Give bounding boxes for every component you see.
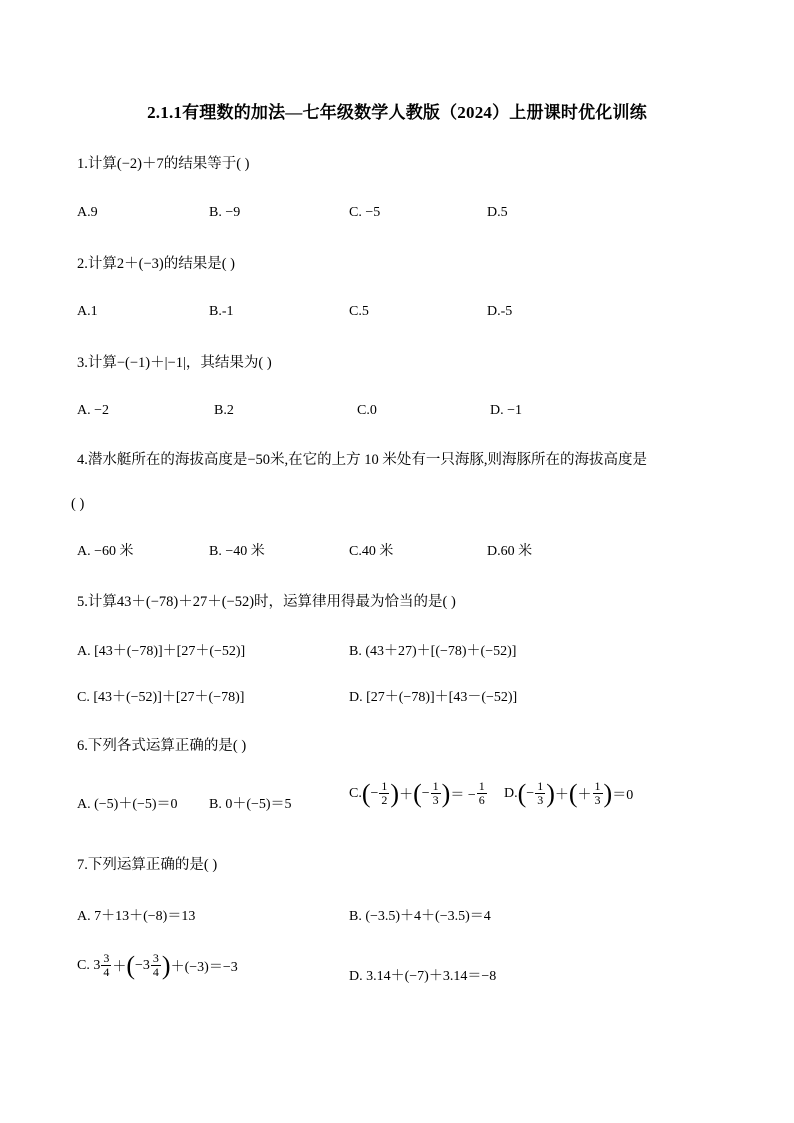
question-7-option-d: D. 3.14＋(−7)＋3.14＝−8 (349, 969, 497, 984)
paren-open: ( (361, 778, 371, 808)
fraction-one-third (535, 780, 545, 807)
question-7-option-b: B. (−3.5)＋4＋(−3.5)＝4 (349, 909, 491, 924)
question-2-option-d: D.-5 (487, 304, 513, 319)
paren-open: ( (413, 778, 422, 808)
question-5-option-b: B. (43＋27)＋[(−78)＋(−52)] (349, 644, 517, 659)
question-6-option-d-label: D. (504, 785, 518, 801)
question-3-prefix: 3.计算 (77, 355, 117, 371)
question-5-option-c: C. [43＋(−52)]＋[27＋(−78)] (77, 690, 245, 705)
question-3 (77, 351, 272, 372)
numerator: 1 (594, 779, 601, 793)
denominator: 4 (152, 965, 159, 979)
fraction-one-half (379, 780, 389, 807)
numerator: 3 (152, 951, 159, 965)
question-2 (77, 252, 235, 273)
question-7-option-a: A. 7＋13＋(−8)＝13 (77, 909, 196, 924)
denominator: 3 (537, 793, 544, 807)
paren-open: ( (568, 778, 578, 808)
question-1-option-b: B. −9 (209, 205, 241, 220)
question-3-option-d: D. −1 (490, 403, 523, 418)
question-6-option-c-label: C. (349, 785, 362, 801)
numerator: 1 (432, 779, 439, 793)
question-2-option-b: B.-1 (209, 304, 234, 319)
question-7-option-c (77, 952, 238, 979)
question-5-option-d: D. [27＋(−78)]＋[43－(−52)] (349, 690, 518, 705)
question-5-prefix: 5.计算 (77, 594, 117, 610)
equals-minus: ＝ − (450, 787, 476, 803)
question-4-line-1 (77, 448, 647, 469)
denominator: 2 (381, 793, 388, 807)
plus-sign: ＋ (577, 787, 592, 803)
fraction-three-quarters (151, 952, 161, 979)
numerator: 1 (381, 779, 388, 793)
fraction-three-quarters (101, 952, 111, 979)
minus-sign: − (370, 785, 379, 801)
minus-sign: − (421, 785, 430, 801)
question-7-option-c-label: C. 3 (77, 957, 101, 973)
fraction-one-third (593, 780, 603, 807)
plus-sign: ＋ (112, 959, 127, 975)
question-2-expression: 2＋(−3) (116, 256, 164, 272)
fraction-one-third (431, 780, 441, 807)
paren-close: ) (390, 778, 400, 808)
negative-three: −3 (135, 957, 150, 973)
paren-close: ) (161, 950, 171, 980)
question-4-option-c: C.40 米 (349, 544, 394, 559)
question-1-option-a: A.9 (77, 205, 98, 220)
question-6-option-b: B. 0＋(−5)＝5 (209, 797, 292, 812)
question-6-stem: 6.下列各式运算正确的是( ) (77, 738, 247, 754)
question-1-option-d: D.5 (487, 205, 508, 220)
question-5-expression: 43＋(−78)＋27＋(−52) (116, 594, 255, 610)
denominator: 4 (103, 965, 110, 979)
denominator: 3 (594, 793, 601, 807)
question-3-expression: −(−1)＋|−1| (116, 355, 186, 371)
question-2-option-a: A.1 (77, 304, 98, 319)
question-2-suffix: 的结果是( ) (163, 256, 236, 272)
paren-close: ) (546, 778, 555, 808)
question-3-option-b: B.2 (214, 403, 234, 418)
numerator: 1 (537, 779, 544, 793)
question-5-option-a: A. [43＋(−78)]＋[27＋(−52)] (77, 644, 246, 659)
question-1-suffix: 的结果等于( ) (163, 156, 250, 172)
minus-sign: − (526, 785, 535, 801)
question-1-option-c: C. −5 (349, 205, 381, 220)
question-4-option-b: B. −40 米 (209, 544, 265, 559)
numerator: 1 (478, 779, 485, 793)
denominator: 6 (478, 793, 485, 807)
numerator: 3 (103, 951, 110, 965)
document-title: 2.1.1有理数的加法—七年级数学人教版（2024）上册课时优化训练 (147, 103, 647, 122)
question-3-option-c: C.0 (357, 403, 377, 418)
question-4-option-d: D.60 米 (487, 544, 533, 559)
question-4-part-2: 米,在它的上方 10 米处有一只海豚,则海豚所在的海拔高度是 (270, 452, 648, 468)
question-5-suffix: 时，运算律用得最为恰当的是( ) (254, 594, 456, 610)
paren-close: ) (441, 778, 451, 808)
question-2-option-c: C.5 (349, 304, 369, 319)
question-6-option-d (504, 780, 633, 807)
question-3-suffix: ，其结果为( ) (185, 355, 272, 371)
question-1-prefix: 1.计算 (77, 156, 117, 172)
question-4-part-1: 4.潜水艇所在的海拔高度是 (77, 452, 248, 468)
question-3-option-a: A. −2 (77, 403, 110, 418)
question-5 (77, 590, 456, 611)
paren-close: ) (603, 778, 613, 808)
denominator: 3 (432, 793, 439, 807)
paren-open: ( (126, 950, 136, 980)
question-6-option-a: A. (−5)＋(−5)＝0 (77, 797, 178, 812)
question-4-option-a: A. −60 米 (77, 544, 134, 559)
fraction-one-sixth (477, 780, 487, 807)
plus-sign: ＋ (399, 787, 414, 803)
question-6-option-c (349, 780, 488, 807)
question-1-expression: (−2)＋7 (116, 156, 164, 172)
question-4-expression: −50 (247, 452, 271, 468)
question-1 (77, 152, 250, 173)
plus-sign: ＋ (554, 787, 569, 803)
question-7-option-c-tail: ＋(−3)＝−3 (170, 959, 238, 975)
question-2-prefix: 2.计算 (77, 256, 117, 272)
paren-open: ( (517, 778, 527, 808)
question-7-stem: 7.下列运算正确的是( ) (77, 857, 218, 873)
question-4-line-2: ( ) (71, 496, 85, 512)
equals-zero: ＝0 (612, 787, 634, 803)
